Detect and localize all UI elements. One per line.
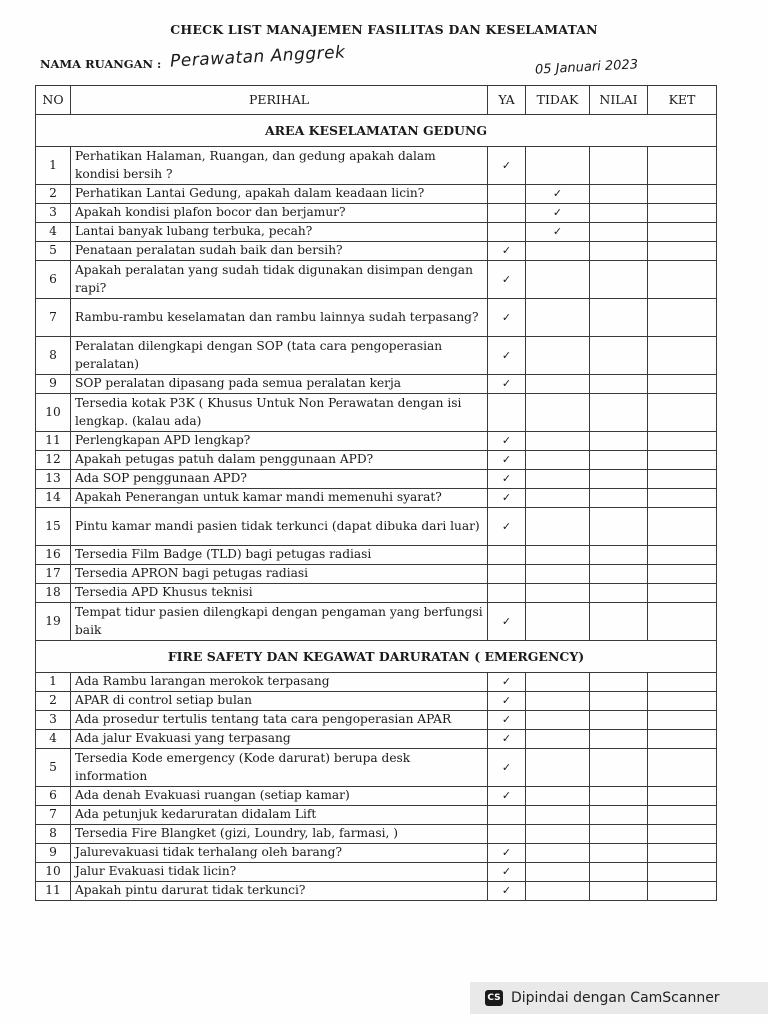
document-title: CHECK LIST MANAJEMEN FASILITAS DAN KESELAMATAN	[170, 22, 598, 37]
nilai-cell	[590, 451, 648, 470]
row-number: 7	[36, 299, 71, 337]
row-item-text: Peralatan dilengkapi dengan SOP (tata cara pengoperasian peralatan)	[71, 337, 488, 375]
row-number: 7	[36, 806, 71, 825]
nilai-cell	[590, 223, 648, 242]
table-row	[36, 375, 717, 394]
ket-cell	[648, 711, 717, 730]
row-number: 9	[36, 844, 71, 863]
tidak-checkbox-cell	[526, 844, 590, 863]
row-item-text: Apakah peralatan yang sudah tidak digunakan disimpan dengan rapi?	[71, 261, 488, 299]
nilai-cell	[590, 692, 648, 711]
tidak-checkbox-cell	[526, 749, 590, 787]
room-label: NAMA RUANGAN :	[40, 57, 162, 71]
nilai-cell	[590, 489, 648, 508]
table-row	[36, 825, 717, 844]
table-row	[36, 147, 717, 185]
row-item-text: Perhatikan Halaman, Ruangan, dan gedung apakah dalam kondisi bersih ?	[71, 147, 488, 185]
tidak-checkbox-cell	[526, 546, 590, 565]
nilai-cell	[590, 394, 648, 432]
tidak-checkbox-cell	[526, 147, 590, 185]
row-item-text: Ada prosedur tertulis tentang tata cara pengoperasian APAR	[71, 711, 488, 730]
ya-checkbox-cell: ✓	[488, 787, 526, 806]
table-row	[36, 603, 717, 641]
ya-checkbox-cell: ✓	[488, 863, 526, 882]
table-row	[36, 692, 717, 711]
nilai-cell	[590, 242, 648, 261]
row-number: 10	[36, 394, 71, 432]
ket-cell	[648, 204, 717, 223]
table-row	[36, 204, 717, 223]
row-item-text: Apakah kondisi plafon bocor dan berjamur?	[71, 204, 488, 223]
tidak-checkbox-cell	[526, 603, 590, 641]
table-row	[36, 806, 717, 825]
camscanner-text: Dipindai dengan CamScanner	[511, 990, 720, 1006]
ya-checkbox-cell	[488, 565, 526, 584]
header-nilai: NILAI	[590, 86, 648, 115]
ket-cell	[648, 863, 717, 882]
nilai-cell	[590, 730, 648, 749]
nilai-cell	[590, 787, 648, 806]
nilai-cell	[590, 185, 648, 204]
ket-cell	[648, 673, 717, 692]
row-item-text: Penataan peralatan sudah baik dan bersih?	[71, 242, 488, 261]
table-row	[36, 223, 717, 242]
table-row	[36, 394, 717, 432]
nilai-cell	[590, 711, 648, 730]
ya-checkbox-cell: ✓	[488, 147, 526, 185]
ket-cell	[648, 261, 717, 299]
ya-checkbox-cell: ✓	[488, 299, 526, 337]
tidak-checkbox-cell	[526, 242, 590, 261]
tidak-checkbox-cell: ✓	[526, 185, 590, 204]
tidak-checkbox-cell	[526, 673, 590, 692]
ya-checkbox-cell	[488, 185, 526, 204]
ket-cell	[648, 565, 717, 584]
row-number: 13	[36, 470, 71, 489]
ya-checkbox-cell: ✓	[488, 692, 526, 711]
tidak-checkbox-cell	[526, 787, 590, 806]
tidak-checkbox-cell: ✓	[526, 204, 590, 223]
row-item-text: Ada petunjuk kedaruratan didalam Lift	[71, 806, 488, 825]
row-item-text: Apakah Penerangan untuk kamar mandi memenuhi syarat?	[71, 489, 488, 508]
ket-cell	[648, 185, 717, 204]
room-name-handwritten: Perawatan Anggrek	[169, 42, 346, 72]
ket-cell	[648, 299, 717, 337]
header-ket: KET	[648, 86, 717, 115]
row-item-text: SOP peralatan dipasang pada semua peralatan kerja	[71, 375, 488, 394]
table-row	[36, 489, 717, 508]
table-row	[36, 546, 717, 565]
row-number: 14	[36, 489, 71, 508]
header-ya: YA	[488, 86, 526, 115]
ya-checkbox-cell: ✓	[488, 882, 526, 901]
ya-checkbox-cell: ✓	[488, 673, 526, 692]
ya-checkbox-cell: ✓	[488, 749, 526, 787]
tidak-checkbox-cell	[526, 299, 590, 337]
header-tidak: TIDAK	[526, 86, 590, 115]
nilai-cell	[590, 844, 648, 863]
nilai-cell	[590, 375, 648, 394]
camscanner-logo-icon: CS	[485, 990, 503, 1006]
table-row	[36, 242, 717, 261]
nilai-cell	[590, 825, 648, 844]
checklist-body	[36, 115, 717, 901]
ket-cell	[648, 844, 717, 863]
row-number: 12	[36, 451, 71, 470]
table-row	[36, 508, 717, 546]
row-number: 4	[36, 223, 71, 242]
table-row	[36, 882, 717, 901]
ket-cell	[648, 584, 717, 603]
tidak-checkbox-cell	[526, 489, 590, 508]
ket-cell	[648, 787, 717, 806]
ya-checkbox-cell: ✓	[488, 432, 526, 451]
tidak-checkbox-cell	[526, 394, 590, 432]
ya-checkbox-cell: ✓	[488, 603, 526, 641]
ket-cell	[648, 692, 717, 711]
tidak-checkbox-cell	[526, 508, 590, 546]
row-item-text: Tersedia Fire Blangket (gizi, Loundry, lab, farmasi, )	[71, 825, 488, 844]
row-number: 2	[36, 185, 71, 204]
table-row	[36, 451, 717, 470]
row-number: 19	[36, 603, 71, 641]
nilai-cell	[590, 546, 648, 565]
nilai-cell	[590, 565, 648, 584]
nilai-cell	[590, 299, 648, 337]
ket-cell	[648, 730, 717, 749]
ya-checkbox-cell	[488, 223, 526, 242]
row-item-text: Tempat tidur pasien dilengkapi dengan pengaman yang berfungsi baik	[71, 603, 488, 641]
row-number: 3	[36, 711, 71, 730]
table-row	[36, 844, 717, 863]
ket-cell	[648, 375, 717, 394]
ya-checkbox-cell: ✓	[488, 844, 526, 863]
ya-checkbox-cell: ✓	[488, 451, 526, 470]
row-number: 5	[36, 749, 71, 787]
tidak-checkbox-cell	[526, 806, 590, 825]
ya-checkbox-cell: ✓	[488, 470, 526, 489]
row-number: 3	[36, 204, 71, 223]
row-item-text: Tersedia APD Khusus teknisi	[71, 584, 488, 603]
section-header-row	[36, 115, 717, 147]
row-number: 6	[36, 261, 71, 299]
row-item-text: Apakah pintu darurat tidak terkunci?	[71, 882, 488, 901]
row-number: 4	[36, 730, 71, 749]
camscanner-footer	[470, 982, 768, 1014]
tidak-checkbox-cell	[526, 730, 590, 749]
table-row	[36, 673, 717, 692]
tidak-checkbox-cell: ✓	[526, 223, 590, 242]
ket-cell	[648, 749, 717, 787]
nilai-cell	[590, 584, 648, 603]
nilai-cell	[590, 261, 648, 299]
tidak-checkbox-cell	[526, 432, 590, 451]
row-number: 1	[36, 673, 71, 692]
row-item-text: Jalurevakuasi tidak terhalang oleh barang?	[71, 844, 488, 863]
nilai-cell	[590, 673, 648, 692]
row-number: 6	[36, 787, 71, 806]
ya-checkbox-cell: ✓	[488, 508, 526, 546]
row-item-text: Ada jalur Evakuasi yang terpasang	[71, 730, 488, 749]
tidak-checkbox-cell	[526, 451, 590, 470]
table-header-row	[36, 86, 717, 115]
table-row	[36, 787, 717, 806]
row-item-text: Tersedia Kode emergency (Kode darurat) berupa desk information	[71, 749, 488, 787]
table-row	[36, 584, 717, 603]
tidak-checkbox-cell	[526, 863, 590, 882]
ket-cell	[648, 451, 717, 470]
tidak-checkbox-cell	[526, 375, 590, 394]
ya-checkbox-cell	[488, 394, 526, 432]
ket-cell	[648, 147, 717, 185]
row-number: 9	[36, 375, 71, 394]
row-item-text: Perlengkapan APD lengkap?	[71, 432, 488, 451]
ya-checkbox-cell	[488, 546, 526, 565]
date-handwritten: 05 Januari 2023	[534, 57, 639, 78]
row-item-text: Pintu kamar mandi pasien tidak terkunci (dapat dibuka dari luar)	[71, 508, 488, 546]
nilai-cell	[590, 603, 648, 641]
ya-checkbox-cell: ✓	[488, 337, 526, 375]
ket-cell	[648, 394, 717, 432]
ket-cell	[648, 432, 717, 451]
ket-cell	[648, 546, 717, 565]
row-item-text: Tersedia APRON bagi petugas radiasi	[71, 565, 488, 584]
table-row	[36, 261, 717, 299]
ya-checkbox-cell: ✓	[488, 375, 526, 394]
nilai-cell	[590, 749, 648, 787]
row-item-text: Ada SOP penggunaan APD?	[71, 470, 488, 489]
ya-checkbox-cell	[488, 806, 526, 825]
table-row	[36, 470, 717, 489]
row-number: 15	[36, 508, 71, 546]
checklist-table	[35, 85, 717, 901]
nilai-cell	[590, 147, 648, 185]
ya-checkbox-cell: ✓	[488, 489, 526, 508]
ya-checkbox-cell: ✓	[488, 261, 526, 299]
ya-checkbox-cell: ✓	[488, 730, 526, 749]
header-perihal: PERIHAL	[71, 86, 488, 115]
nilai-cell	[590, 508, 648, 546]
section-header-row	[36, 641, 717, 673]
table-row	[36, 299, 717, 337]
ket-cell	[648, 882, 717, 901]
row-number: 8	[36, 825, 71, 844]
tidak-checkbox-cell	[526, 692, 590, 711]
ya-checkbox-cell: ✓	[488, 711, 526, 730]
table-row	[36, 565, 717, 584]
row-item-text: Tersedia kotak P3K ( Khusus Untuk Non Perawatan dengan isi lengkap. (kalau ada)	[71, 394, 488, 432]
ket-cell	[648, 470, 717, 489]
table-row	[36, 863, 717, 882]
ket-cell	[648, 489, 717, 508]
nilai-cell	[590, 882, 648, 901]
row-number: 5	[36, 242, 71, 261]
row-item-text: Lantai banyak lubang terbuka, pecah?	[71, 223, 488, 242]
header-no: NO	[36, 86, 71, 115]
row-number: 18	[36, 584, 71, 603]
row-item-text: Rambu-rambu keselamatan dan rambu lainnya sudah terpasang?	[71, 299, 488, 337]
ket-cell	[648, 603, 717, 641]
row-item-text: Jalur Evakuasi tidak licin?	[71, 863, 488, 882]
tidak-checkbox-cell	[526, 565, 590, 584]
row-number: 16	[36, 546, 71, 565]
nilai-cell	[590, 863, 648, 882]
ket-cell	[648, 337, 717, 375]
row-number: 10	[36, 863, 71, 882]
nilai-cell	[590, 470, 648, 489]
row-number: 8	[36, 337, 71, 375]
tidak-checkbox-cell	[526, 470, 590, 489]
row-item-text: Tersedia Film Badge (TLD) bagi petugas radiasi	[71, 546, 488, 565]
row-item-text: Apakah petugas patuh dalam penggunaan APD?	[71, 451, 488, 470]
tidak-checkbox-cell	[526, 882, 590, 901]
row-number: 17	[36, 565, 71, 584]
table-row	[36, 749, 717, 787]
table-row	[36, 711, 717, 730]
nilai-cell	[590, 337, 648, 375]
ket-cell	[648, 242, 717, 261]
table-row	[36, 185, 717, 204]
ket-cell	[648, 223, 717, 242]
row-item-text: APAR di control setiap bulan	[71, 692, 488, 711]
row-number: 11	[36, 882, 71, 901]
row-item-text: Ada denah Evakuasi ruangan (setiap kamar)	[71, 787, 488, 806]
nilai-cell	[590, 204, 648, 223]
table-row	[36, 730, 717, 749]
table-row	[36, 432, 717, 451]
row-number: 2	[36, 692, 71, 711]
tidak-checkbox-cell	[526, 711, 590, 730]
ket-cell	[648, 806, 717, 825]
tidak-checkbox-cell	[526, 584, 590, 603]
ya-checkbox-cell: ✓	[488, 242, 526, 261]
section-title: AREA KESELAMATAN GEDUNG	[36, 115, 717, 147]
row-item-text: Ada Rambu larangan merokok terpasang	[71, 673, 488, 692]
ket-cell	[648, 508, 717, 546]
nilai-cell	[590, 806, 648, 825]
section-title: FIRE SAFETY DAN KEGAWAT DARURATAN ( EMERGENCY)	[36, 641, 717, 673]
ya-checkbox-cell	[488, 204, 526, 223]
ya-checkbox-cell	[488, 825, 526, 844]
table-row	[36, 337, 717, 375]
nilai-cell	[590, 432, 648, 451]
row-item-text: Perhatikan Lantai Gedung, apakah dalam keadaan licin?	[71, 185, 488, 204]
row-number: 11	[36, 432, 71, 451]
tidak-checkbox-cell	[526, 337, 590, 375]
ket-cell	[648, 825, 717, 844]
tidak-checkbox-cell	[526, 825, 590, 844]
tidak-checkbox-cell	[526, 261, 590, 299]
ya-checkbox-cell	[488, 584, 526, 603]
row-number: 1	[36, 147, 71, 185]
